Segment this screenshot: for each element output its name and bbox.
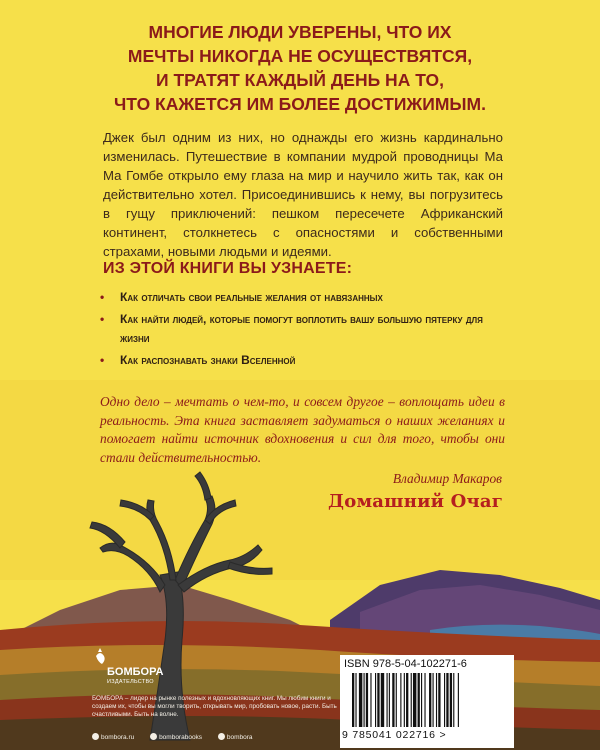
headline-line: МЕЧТЫ НИКОГДА НЕ ОСУЩЕСТВЯТСЯ, (127, 46, 473, 66)
publisher-subtitle: ИЗДАТЕЛЬСТВО (107, 679, 154, 685)
section-title: ИЗ ЭТОЙ КНИГИ ВЫ УЗНАЕТЕ: (103, 260, 353, 277)
bullet-item (100, 310, 500, 348)
publisher-description: БОМБОРА – лидер на рынке полезных и вдохновляющих книг. Мы любим книги и создаем их, чтобы вы могли творить, открывать мир, пробовать новое, расти. Быть счастливыми. Быть на волне. (92, 695, 337, 719)
publisher-socials (92, 733, 267, 741)
social-link[interactable]: bomborabooks (150, 734, 202, 741)
bullet-item (100, 288, 500, 307)
magazine-logo: Домашний Очаг (328, 491, 503, 512)
quote-author: Владимир Макаров (392, 471, 502, 486)
book-description (103, 128, 503, 261)
publisher-name: БОМБОРА (107, 666, 164, 678)
globe-icon (92, 733, 99, 740)
headline-line: ЧТО КАЖЕТСЯ ИМ БОЛЕЕ ДОСТИЖИМЫМ. (114, 94, 486, 114)
bullet-text: Как распознавать знаки Вселенной (120, 353, 296, 367)
description-paragraph: Джек был одним из них, но однажды его жизнь кардинально изменилась. Путешествие в компании мудрой проводницы Ма Ма Гомбе открыло ему глаза на мир и научило жить так, как он действительно хотел. Присоединившись к нему, вы погрузитесь в гущу приключений: пешком пересечете Африканский континент, столкнетесь с опасностями и собственными страхами, новыми людьми и идеями. (103, 130, 503, 259)
review-quote: Одно дело – мечтать о чем-то, и совсем другое – воплощать идеи в реальность. Эта книга заставляет задуматься о наших желаниях и помогает найти источник вдохновения и сил для того, чтобы они стали действительностью. (100, 394, 505, 465)
headline (60, 20, 540, 116)
social-link[interactable]: bombora (218, 734, 253, 741)
social-link[interactable]: bombora.ru (92, 734, 134, 741)
instagram-icon (150, 733, 157, 740)
bullet-list (100, 288, 500, 373)
bullet-text: Как отличать свои реальные желания от навязанных (120, 290, 383, 304)
bullet-item (100, 351, 500, 370)
vk-telegram-icon (218, 733, 225, 740)
barcode-panel (340, 655, 514, 748)
isbn-label: ISBN 978-5-04-102271-6 (344, 658, 467, 670)
bullet-dot-icon: • (100, 312, 105, 326)
barcode-digits: 9 785041 022716 > (342, 729, 447, 741)
bullet-dot-icon: • (100, 353, 105, 367)
headline-line: И ТРАТЯТ КАЖДЫЙ ДЕНЬ НА ТО, (156, 70, 444, 90)
headline-line: МНОГИЕ ЛЮДИ УВЕРЕНЫ, ЧТО ИХ (148, 22, 452, 42)
bullet-dot-icon: • (100, 290, 105, 304)
barcode (352, 673, 502, 727)
bullet-text: Как найти людей, которые помогут воплотить вашу большую пятерку для жизни (120, 312, 483, 345)
